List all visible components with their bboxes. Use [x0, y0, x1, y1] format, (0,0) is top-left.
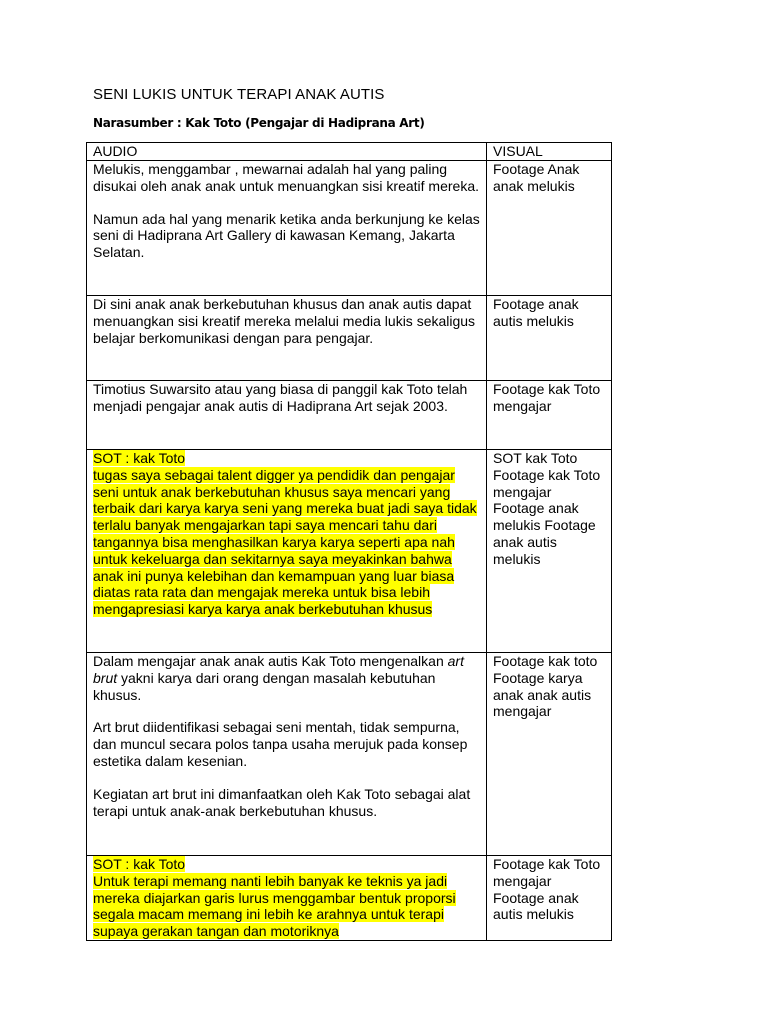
visual-cell: Footage kak Toto mengajar [487, 381, 612, 450]
sot-quote [93, 856, 480, 940]
audio-paragraph [93, 653, 480, 703]
table-row [87, 296, 612, 381]
sot-label: SOT : kak Toto [93, 856, 186, 872]
sot-text: Untuk terapi memang nanti lebih banyak ke teknis ya jadi mereka diajarkan garis lurus menggambar bentuk proporsi segala macam memang ini lebih ke arahnya untuk terapi supaya gerakan tangan dan motoriknya [93, 872, 456, 940]
audio-text: yakni karya dari orang dengan masalah kebutuhan khusus. [93, 669, 436, 703]
table-row [87, 161, 612, 296]
audio-paragraph: Timotius Suwarsito atau yang biasa di panggil kak Toto telah menjadi pengajar anak autis di Hadiprana Art sejak 2003. [93, 381, 468, 414]
audio-cell [87, 296, 487, 381]
table-row [87, 856, 612, 941]
audio-paragraph: Kegiatan art brut ini dimanfaatkan oleh Kak Toto sebagai alat terapi untuk anak-anak berkebutuhan khusus. [93, 785, 471, 819]
table-header-row [87, 143, 612, 161]
visual-cell: Footage kak toto Footage karya anak anak autis mengajar [487, 653, 612, 856]
audio-cell [87, 381, 487, 450]
audio-cell [87, 856, 487, 941]
audio-cell [87, 653, 487, 856]
table-row [87, 381, 612, 450]
audio-paragraph: Melukis, menggambar , mewarnai adalah hal yang paling disukai oleh anak anak untuk menuangkan sisi kreatif mereka. [93, 161, 479, 194]
audio-paragraph: Di sini anak anak berkebutuhan khusus dan anak autis dapat menuangkan sisi kreatif mereka melalui media lukis sekaligus belajar berkomunikasi dengan para pengajar. [93, 296, 476, 346]
audio-paragraph: Art brut diidentifikasi sebagai seni mentah, tidak sempurna, dan muncul secara polos tanpa usaha merujuk pada konsep estetika dalam kesenian. [93, 719, 468, 769]
header-audio: AUDIO [87, 143, 487, 161]
sot-text: tugas saya sebagai talent digger ya pendidik dan pengajar seni untuk anak berkebutuhan khusus saya mencari yang terbaik dari karya karya seni yang mereka buat jadi saya tidak terlalu banyak mengajarkan tapi saya mencari tahu dari tangannya bisa menghasilkan karya karya seperti apa nah untuk kekeluarga dan sekitarnya saya meyakinkan bahwa anak ini punya kelebihan dan kemampuan yang luar biasa diatas rata rata dan mengajak mereka untuk bisa lebih mengapresiasi karya karya anak berkebutuhan khusus [93, 466, 477, 618]
visual-cell: Footage Anak anak melukis [487, 161, 612, 296]
audio-cell [87, 161, 487, 296]
header-visual: VISUAL [487, 143, 612, 161]
audio-cell [87, 450, 487, 653]
art-brut-term: art brut [93, 653, 464, 686]
document-subtitle: Narasumber : Kak Toto (Pengajar di Hadiprana Art) [93, 116, 425, 130]
sot-quote [93, 450, 480, 618]
document-title: SENI LUKIS UNTUK TERAPI ANAK AUTIS [93, 86, 385, 103]
table-row [87, 450, 612, 653]
sot-label: SOT : kak Toto [93, 450, 186, 466]
visual-cell: Footage anak autis melukis [487, 296, 612, 381]
audio-paragraph: Namun ada hal yang menarik ketika anda berkunjung ke kelas seni di Hadiprana Art Gallery di kawasan Kemang, Jakarta Selatan. [93, 210, 480, 261]
script-table [86, 142, 612, 941]
audio-text: Dalam mengajar anak anak autis Kak Toto mengenalkan [93, 653, 448, 669]
table-row [87, 653, 612, 856]
visual-cell: Footage kak Toto mengajar Footage anak autis melukis [487, 856, 612, 941]
visual-cell: SOT kak Toto Footage kak Toto mengajar Footage anak melukis Footage anak autis melukis [487, 450, 612, 653]
